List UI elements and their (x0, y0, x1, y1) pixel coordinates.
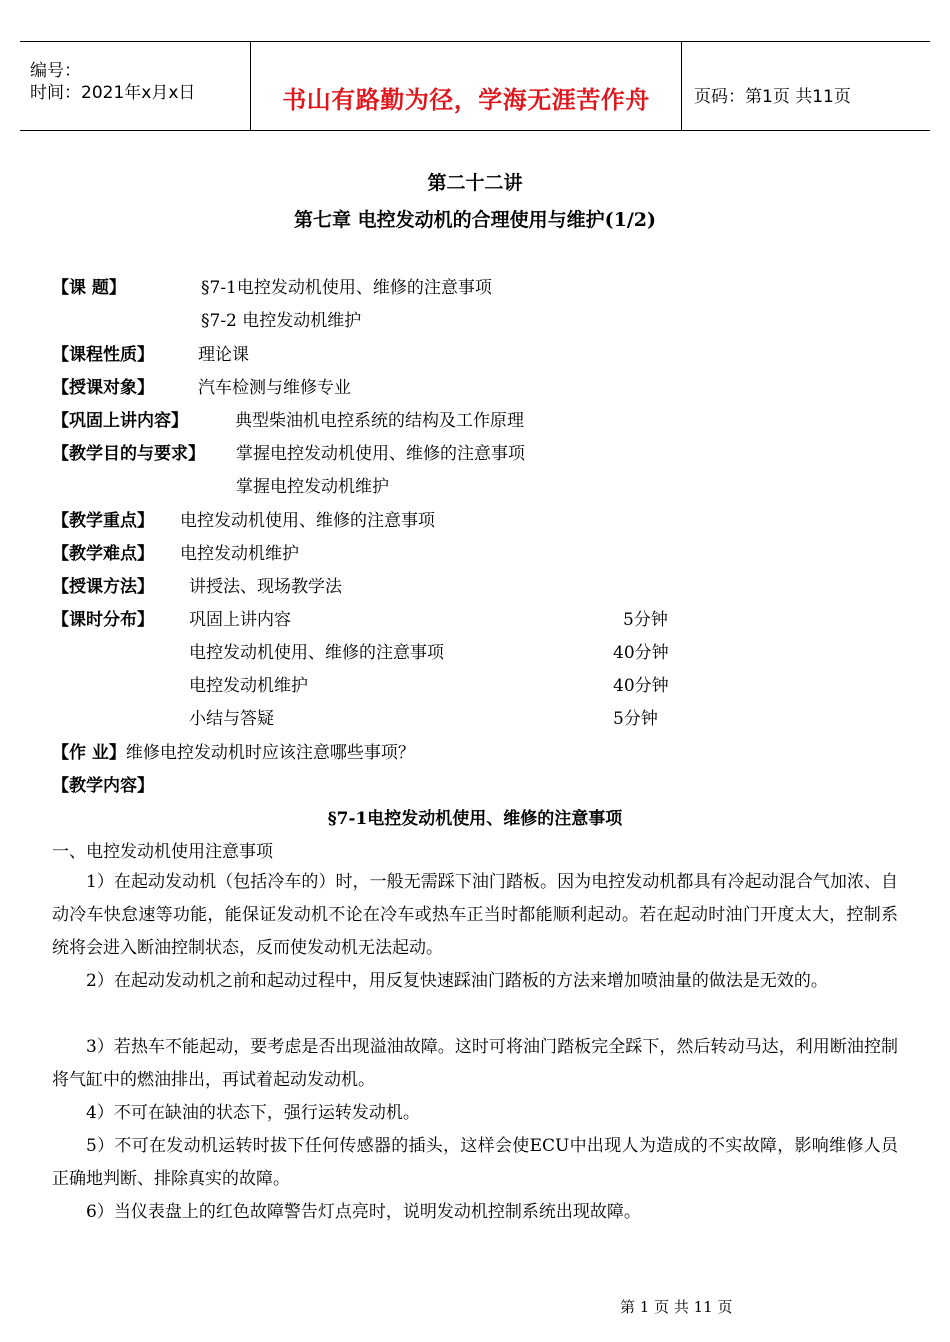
audience-label: 【授课对象】 (52, 378, 154, 398)
audience-value: 汽车检测与维修专业 (198, 378, 351, 398)
teaching-content-label: 【教学内容】 (52, 776, 154, 796)
header-page-number: 页码：第1页 共11页 (694, 87, 851, 107)
chapter-title: 第七章 电控发动机的合理使用与维护(1/2) (294, 209, 656, 231)
topic-value-1: §7-1电控发动机使用、维修的注意事项 (201, 278, 492, 298)
schedule-label: 【课时分布】 (52, 610, 154, 630)
page-footer: 第 1 页 共 11 页 (620, 1298, 733, 1316)
difficulty-label: 【教学难点】 (52, 544, 154, 564)
review-value: 典型柴油机电控系统的结构及工作原理 (235, 411, 524, 431)
schedule-item: 巩固上讲内容 (189, 610, 291, 630)
header-motto-cell (251, 42, 682, 130)
homework-row (52, 738, 415, 763)
paragraph: 3）若热车不能起动，要考虑是否出现溢油故障。这时可将油门踏板完全踩下，然后转动马达，利用断油控制将气缸中的燃油排出，再试着起动发动机。 (52, 1037, 898, 1090)
document-number-label: 编号： (30, 61, 81, 81)
nature-label: 【课程性质】 (52, 345, 154, 365)
goal-2: 掌握电控发动机维护 (236, 477, 389, 497)
nature-value: 理论课 (198, 345, 249, 365)
section-subheading: 一、电控发动机使用注意事项 (52, 842, 273, 862)
section-title: §7-1电控发动机使用、维修的注意事项 (327, 809, 623, 829)
schedule-time: 5分钟 (623, 610, 668, 630)
difficulty-value: 电控发动机维护 (180, 544, 299, 564)
paragraph: 5）不可在发动机运转时拔下任何传感器的插头，这样会使ECU中出现人为造成的不实故障，影响维修人员正确地判断、排除真实的故障。 (52, 1136, 898, 1189)
header-info-cell (20, 42, 251, 130)
topic-value-2: §7-2 电控发动机维护 (201, 311, 362, 331)
key-point-value: 电控发动机使用、维修的注意事项 (180, 511, 435, 531)
document-time-label: 时间：2021年x月x日 (30, 83, 196, 103)
review-label: 【巩固上讲内容】 (52, 411, 188, 431)
schedule-time: 40分钟 (613, 676, 669, 696)
paragraph: 2）在起动发动机之前和起动过程中，用反复快速踩油门踏板的方法来增加喷油量的做法是无效的。 (86, 971, 828, 991)
schedule-item: 电控发动机使用、维修的注意事项 (189, 643, 444, 663)
key-point-label: 【教学重点】 (52, 511, 154, 531)
lecture-title: 第二十二讲 (427, 172, 523, 194)
goals-label: 【教学目的与要求】 (52, 444, 205, 464)
schedule-item: 电控发动机维护 (189, 676, 308, 696)
schedule-time: 40分钟 (613, 643, 669, 663)
topic-label: 【课 题】 (52, 278, 126, 298)
header-page-cell (682, 42, 930, 130)
schedule-time: 5分钟 (613, 709, 658, 729)
method-value: 讲授法、现场教学法 (189, 577, 342, 597)
schedule-item: 小结与答疑 (189, 709, 274, 729)
paragraph: 4）不可在缺油的状态下，强行运转发动机。 (86, 1103, 420, 1123)
goal-1: 掌握电控发动机使用、维修的注意事项 (236, 444, 525, 464)
homework-value: 维修电控发动机时应该注意哪些事项？ (125, 743, 415, 763)
method-label: 【授课方法】 (52, 577, 154, 597)
header-motto: 书山有路勤为径，学海无涯苦作舟 (282, 86, 650, 114)
homework-label: 【作 业】 (52, 743, 126, 763)
page-header (20, 41, 930, 131)
paragraph: 1）在起动发动机（包括冷车的）时，一般无需踩下油门踏板。因为电控发动机都具有冷起动混合气加浓、自动冷车快怠速等功能，能保证发动机不论在冷车或热车正当时都能顺利起动。若在起动时油门开度太大，控制系统将会进入断油控制状态，反而使发动机无法起动。 (52, 872, 898, 958)
paragraph: 6）当仪表盘上的红色故障警告灯点亮时，说明发动机控制系统出现故障。 (86, 1202, 641, 1222)
